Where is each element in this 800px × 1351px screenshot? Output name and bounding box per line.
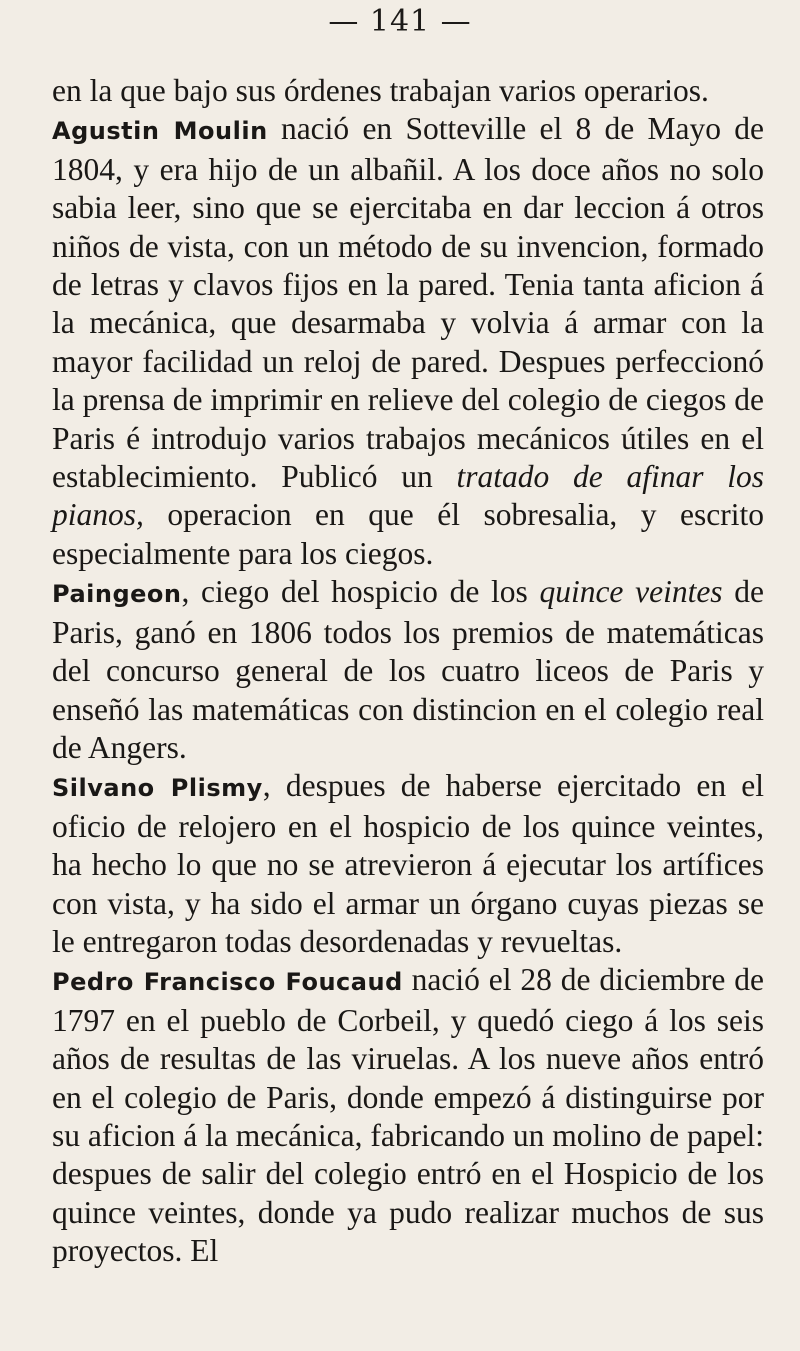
paragraph-text: , despues de haberse ejercitado en el oficio de relojero en el hospicio de los quince veintes, ha hecho lo que no se atrevieron á ejecutar los artífices con vista, y ha sido el armar un órgano cuyas piezas se le entregaron todas desordenadas y revueltas. [52, 768, 764, 959]
paragraph-text: , ciego del hospicio de los [181, 574, 540, 610]
paragraph-text: operacion en que él sobresalia, y escrito especialmente para los ciegos. [52, 497, 764, 571]
paragraph-paingeon [52, 573, 764, 767]
paragraph-text: nació en Sotteville el 8 de Mayo de 1804, y era hijo de un albañil. A los doce años no solo sabia leer, sino que se ejercitaba en dar leccion á otros niños de vista, con un método de su invencion, formado de letras y clavos fijos en la pared. Tenia tanta aficion á la mecánica, que desarmaba y volvia á armar con la mayor facilidad un reloj de pared. Despues perfeccionó la prensa de imprimir en relieve del colegio de ciegos de Paris é introdujo varios trabajos mecánicos útiles en el establecimiento. Publicó un [52, 111, 765, 495]
person-name: Agustin Moulin [52, 117, 268, 146]
person-name: Paingeon [52, 580, 182, 609]
paragraph-text: de Paris, ganó en 1806 todos los premios de matemáticas del concurso general de los cuatro liceos de Paris y enseñó las matemáticas con distincion en el colegio real de Angers. [52, 574, 765, 765]
paragraph-foucaud [52, 961, 764, 1270]
person-name: Silvano Plismy [52, 774, 263, 803]
book-title: tratado de afinar los pianos, [52, 459, 764, 533]
paragraph-plismy [52, 767, 764, 961]
paragraph-text: nació el 28 de diciembre de 1797 en el pueblo de Corbeil, y quedó ciego á los seis años de resultas de las viruelas. A los nueve años entró en el colegio de Paris, donde empezó á distinguirse por su aficion á la mecánica, fabricando un molino de papel: despues de salir del colegio entró en el Hospicio de los quince veintes, donde ya pudo realizar muchos de sus proyectos. El [52, 962, 764, 1269]
paragraph-text: en la que bajo sus órdenes trabajan varios operarios. [52, 73, 709, 108]
page-number: — 141 — [328, 4, 472, 39]
paragraph-intro [52, 72, 764, 110]
paragraph-moulin [52, 110, 764, 573]
institution-name: quince veintes [539, 574, 723, 610]
body-text [52, 72, 764, 1271]
person-name: Pedro Francisco Foucaud [52, 968, 403, 997]
